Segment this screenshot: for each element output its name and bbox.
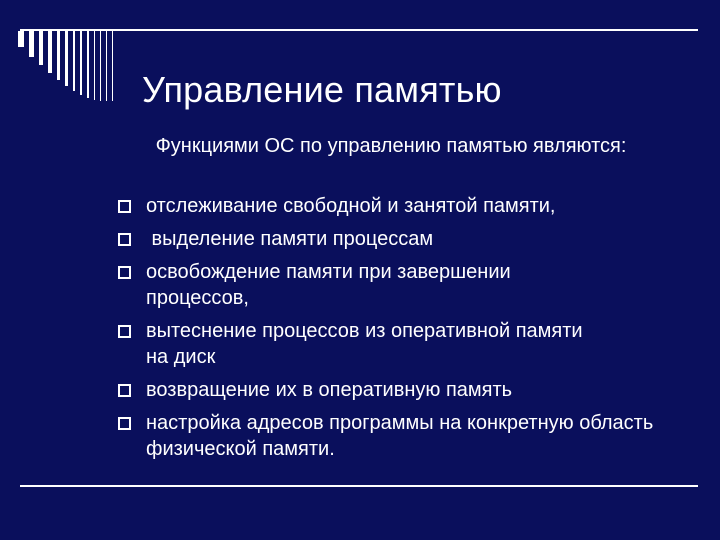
square-bullet-icon xyxy=(118,200,131,213)
list-item xyxy=(118,226,698,252)
stripe xyxy=(65,31,68,86)
stripe xyxy=(100,31,101,101)
stripe xyxy=(106,31,107,101)
decorative-stripes xyxy=(18,31,128,101)
list-item-text: настройка адресов программы на конкретную область физической памяти. xyxy=(146,412,654,460)
stripe xyxy=(29,31,34,57)
list-item xyxy=(118,410,698,462)
bullet-list xyxy=(118,193,698,469)
stripe xyxy=(94,31,95,100)
stripe xyxy=(112,31,113,101)
slide-title: Управление памятью xyxy=(142,69,502,110)
list-item xyxy=(118,193,698,219)
stripe xyxy=(87,31,89,98)
list-item xyxy=(118,318,698,370)
stripe xyxy=(57,31,60,80)
square-bullet-icon xyxy=(118,266,131,279)
list-item-text: возвращение их в оперативную память xyxy=(146,379,513,401)
stripe xyxy=(73,31,75,91)
list-item xyxy=(118,259,698,311)
list-item-text: выделение памяти процессам xyxy=(146,228,434,250)
list-item-text: освобождение памяти при завершении процессов, xyxy=(146,261,511,309)
list-item-text: вытеснение процессов из оперативной памяти на диск xyxy=(146,320,583,368)
square-bullet-icon xyxy=(118,384,131,397)
stripe xyxy=(80,31,82,95)
square-bullet-icon xyxy=(118,325,131,338)
list-item-text: отслеживание свободной и занятой памяти, xyxy=(146,195,556,217)
stripe xyxy=(48,31,52,73)
bottom-divider-line xyxy=(20,485,698,487)
stripe xyxy=(18,31,24,47)
list-item xyxy=(118,377,698,403)
intro-text: Функциями ОС по управлению памятью являются: xyxy=(155,135,627,157)
square-bullet-icon xyxy=(118,417,131,430)
stripe xyxy=(39,31,43,65)
square-bullet-icon xyxy=(118,233,131,246)
